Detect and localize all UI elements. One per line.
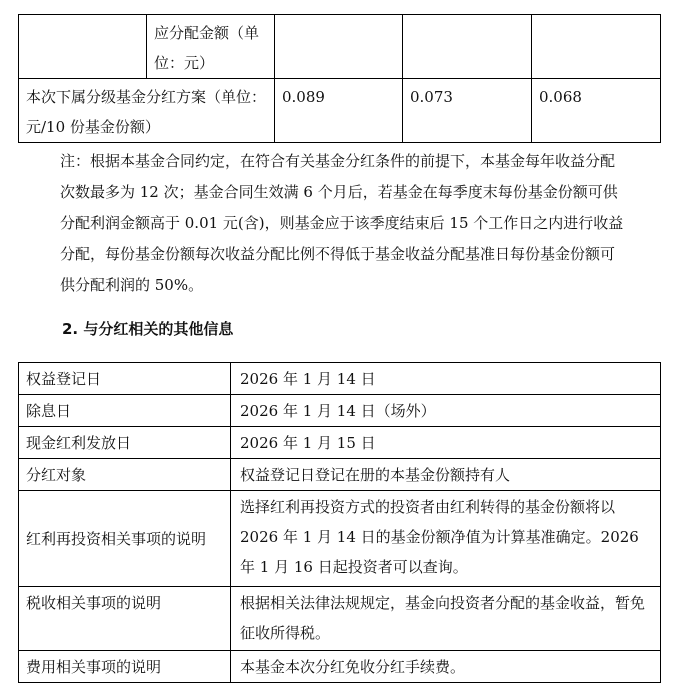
table-row (19, 363, 661, 395)
table-row (19, 79, 661, 143)
value-class-a: 0.089 (282, 88, 325, 106)
table-row (19, 15, 661, 79)
value-cell (532, 79, 661, 143)
info-key-cell: 红利再投资相关事项的说明 (19, 491, 231, 587)
amount-label-cell (147, 15, 275, 79)
value-cell (532, 15, 661, 79)
table-row (19, 395, 661, 427)
table-row (19, 651, 661, 683)
table-row (19, 427, 661, 459)
table-row (19, 587, 661, 651)
info-key-cell: 分红对象 (19, 459, 231, 491)
value-class-b: 0.073 (410, 88, 453, 106)
info-value-cell: 2026 年 1 月 14 日（场外） (231, 395, 661, 427)
info-value-cell: 2026 年 1 月 15 日 (231, 427, 661, 459)
info-key-cell: 权益登记日 (19, 363, 231, 395)
value-cell (403, 15, 532, 79)
value-cell (275, 15, 403, 79)
plan-label: 本次下属分级基金分红方案（单位：元/10 份基金份额） (26, 88, 267, 136)
info-value-cell: 2026 年 1 月 14 日 (231, 363, 661, 395)
info-value-cell: 根据相关法律法规规定，基金向投资者分配的基金收益，暂免征收所得税。 (231, 587, 661, 651)
table-row (19, 459, 661, 491)
dividend-info-table (18, 362, 661, 683)
info-key-cell: 费用相关事项的说明 (19, 651, 231, 683)
info-value-cell: 权益登记日登记在册的本基金份额持有人 (231, 459, 661, 491)
value-cell (403, 79, 532, 143)
distribution-table (18, 14, 661, 143)
info-key-cell: 税收相关事项的说明 (19, 587, 231, 651)
amount-label: 应分配金额（单位：元） (154, 24, 260, 72)
info-value-cell: 本基金本次分红免收分红手续费。 (231, 651, 661, 683)
distribution-note: 注：根据本基金合同约定，在符合有关基金分红条件的前提下，本基金每年收益分配次数最多为 12 次；基金合同生效满 6 个月后，若基金在每季度末每份基金份额可供分配利润金额高于 0.01 元(含)，则基金应于该季度结束后 15 个工作日之内进行收益分配，每份基金份额每次收益分配比例不得低于基金收益分配基准日每份基金份额可供分配利润的 50%。 (60, 152, 624, 294)
table-row (19, 491, 661, 587)
plan-label-cell (19, 79, 275, 143)
info-key-cell: 现金红利发放日 (19, 427, 231, 459)
empty-cell (19, 15, 147, 79)
section-title: 2. 与分红相关的其他信息 (62, 320, 234, 338)
value-class-c: 0.068 (539, 88, 582, 106)
value-cell (275, 79, 403, 143)
info-key-cell: 除息日 (19, 395, 231, 427)
info-value-cell: 选择红利再投资方式的投资者由红利转得的基金份额将以 2026 年 1 月 14 日的基金份额净值为计算基准确定。2026 年 1 月 16 日起投资者可以查询。 (231, 491, 661, 587)
